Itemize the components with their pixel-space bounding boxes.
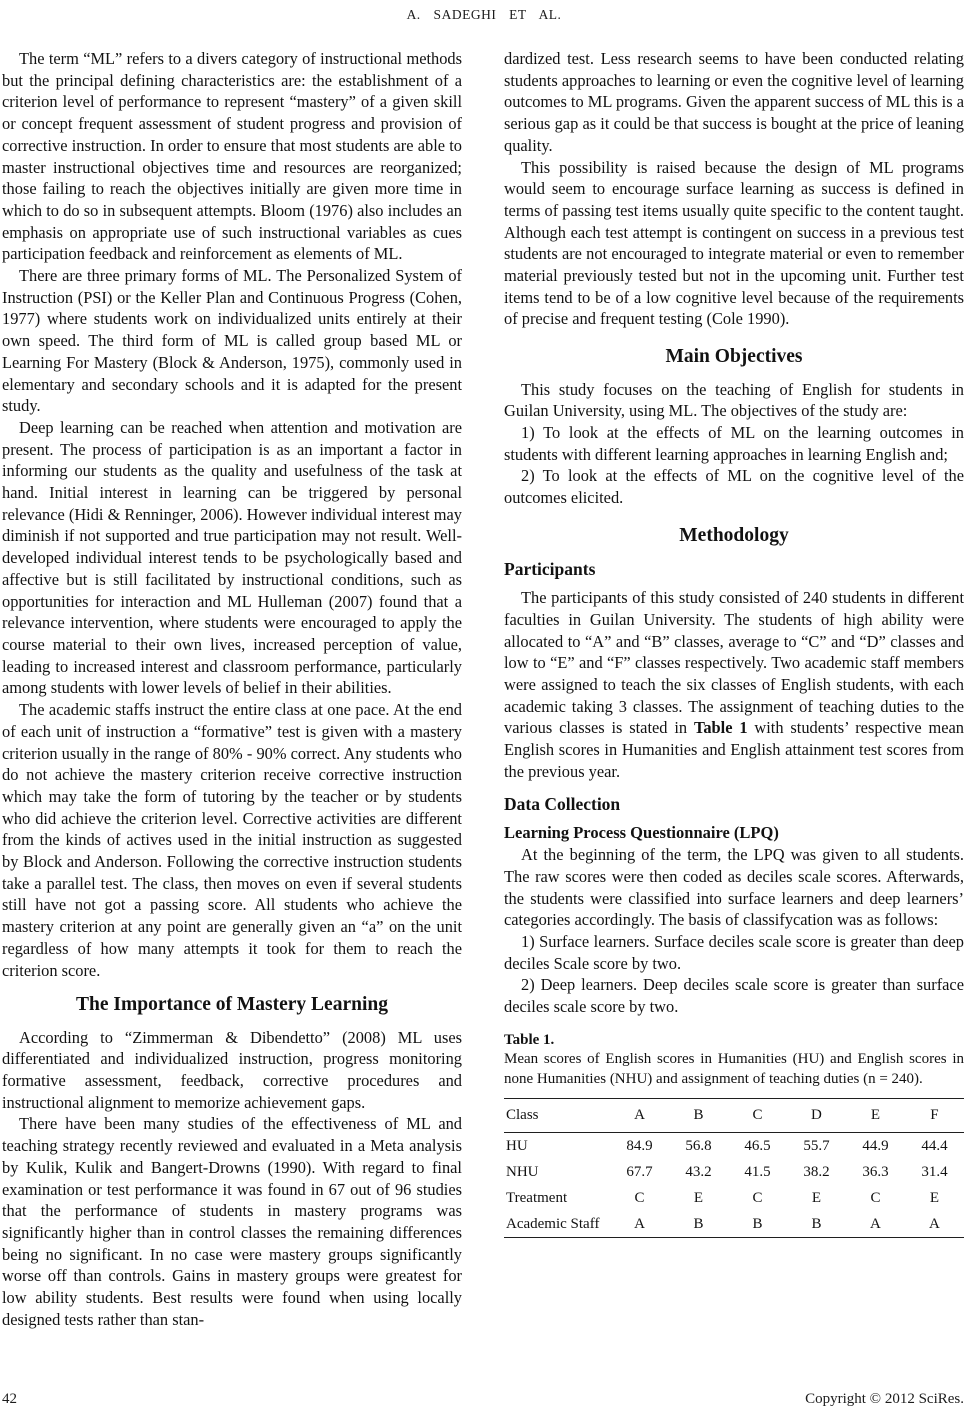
para-right-9: 2) Deep learners. Deep deciles scale score is greater than surface deciles scale score by two. xyxy=(504,975,964,1017)
para-right-3: This study focuses on the teaching of English for students in Guilan University, using ML. The objectives of the study are: xyxy=(504,379,964,421)
cell-value: 84.9 xyxy=(626,1137,653,1154)
para-right-7: At the beginning of the term, the LPQ was given to all students. The raw scores were then coded as deciles scale scores. Afterwards, the students were classified into surface learners and deep learners’ categories accordingly. The basis of classifycation was as follows: xyxy=(504,845,964,930)
row-label-treatment: Treatment xyxy=(506,1189,568,1206)
cell-value: 56.8 xyxy=(685,1137,712,1154)
left-column xyxy=(2,48,462,1330)
para-left-1: The term “ML” refers to a divers category of instructional methods but the principal defining characteristics are: the establishment of a criterion level of performance to represent “mastery” of a given skill or concept frequent assessment of student progress and provision of corrective instruction. In order to ensure that most students are able to master instructional objectives time and resources are reorganized; those failing to reach the objectives initially are given more time in which to do so in subsequent attempts. Bloom (1976) also includes an emphasis on appropriate use of such instructional variables as cues participation feedback and reinforcement as elements of ML. xyxy=(2,49,462,264)
table-1-inline-reference: Table 1 xyxy=(693,718,748,738)
cell-value: C xyxy=(870,1189,881,1206)
para-right-8: 1) Surface learners. Surface deciles scale score is greater than deep deciles Scale score by two. xyxy=(504,931,964,973)
two-column-body xyxy=(0,48,968,1330)
cell-value: 36.3 xyxy=(862,1163,889,1180)
column-header-d: D xyxy=(787,1099,846,1133)
cell-value: 46.5 xyxy=(744,1137,771,1154)
copyright-notice: Copyright © 2012 SciRes. xyxy=(805,1391,964,1407)
subheading-participants: Participants xyxy=(504,559,596,580)
para-left-5: According to “Zimmerman & Dibendetto” (2008) ML uses differentiated and individualized instruction, progress monitoring formative assessment, feedback, corrective procedures and instructional alignment to memorize achievement gaps. xyxy=(2,1027,462,1112)
para-left-4: The academic staffs instruct the entire class at one pace. At the end of each unit of instruction a “formative” test is given with a mastery criterion usually in the range of 80% - 90% correct. Any students who do not achieve the mastery criterion receive corrective instruction which may take the form of tutoring by the teacher or by students who did achieve the criterion level. Corrective activities are different from the kinds of actives used in the initial instruction as suggested by Block and Anderson. Following the corrective instruction students take a parallel test. The class, then moves on even if several students still have not got a passing score. All students who achieve the mastery criterion at any point are generally given an “a” on the unit regardless of how many attempts it took for them to reach the criterion score. xyxy=(2,700,462,980)
cell-value: 31.4 xyxy=(921,1163,948,1180)
table-row xyxy=(504,1211,964,1238)
cell-value: 55.7 xyxy=(803,1137,830,1154)
participants-text-pre: The participants of this study consisted of 240 students in different faculties in Guilan University. The students of high ability were allocated to “A” and “B” classes, average to “C” and “D” classes and low to “E” and “F” classes respectively. Two academic staff members were assigned to teach the six classes of English students, with each academic taking 3 classes. The assignment of teaching duties to the various classes is stated in xyxy=(504,588,964,738)
section-heading-importance-of-mastery-learning: The Importance of Mastery Learning xyxy=(76,994,388,1016)
cell-value: C xyxy=(752,1189,763,1206)
cell-value: 38.2 xyxy=(803,1163,830,1180)
row-label-academic-staff: Academic Staff xyxy=(506,1215,600,1232)
para-left-6: There have been many studies of the effectiveness of ML and teaching strategy recently reviewed and evaluated in a Meta analysis by Kulik, Kulik and Bangert-Drowns (1990). With regard to final examination or test performance it was found in 67 out of 96 studies that the performance of students in mastery programs was significantly higher than in control classes the remaining differences being no significant. In no case were mastery groups significantly worse off than controls. Gains in mastery groups were greatest for low ability students. Best results were found when using locally designed tests rather than stan- xyxy=(2,1114,462,1329)
table-1 xyxy=(504,1098,964,1238)
section-heading-main-objectives: Main Objectives xyxy=(665,346,803,368)
para-right-participants xyxy=(504,587,964,782)
cell-value: 67.7 xyxy=(626,1163,653,1180)
table-row xyxy=(504,1185,964,1211)
para-right-5: 2) To look at the effects of ML on the cognitive level of the outcomes elicited. xyxy=(504,466,964,508)
cell-value: B xyxy=(752,1215,763,1232)
para-right-4: 1) To look at the effects of ML on the learning outcomes in students with different learning approaches in learning English and; xyxy=(504,422,964,464)
subheading-data-collection: Data Collection xyxy=(504,794,621,815)
column-header-f: F xyxy=(905,1099,964,1133)
cell-value: A xyxy=(870,1215,881,1232)
cell-value: A xyxy=(634,1215,645,1232)
cell-value: B xyxy=(693,1215,704,1232)
cell-value: E xyxy=(811,1189,822,1206)
para-left-3: Deep learning can be reached when attention and motivation are present. The process of participation is as an important a factor in informing our students as the quality and usefulness of the task at hand. Initial interest in learning can be triggered by personal relevance (Hidi & Renninger, 2006). However individual interest may diminish if not supported and true participation may not result. Well-developed individual interest tends to be psychologically based and affective but is still facilitated by instructional conditions, such as opportunities for interaction and ML Hulleman (2007) found that a relevance intervention, where students were encouraged to apply the course material to their own lives, increased perception of value, leading to increased interest and classroom performance, particularly among students with lower levels of belief in their abilities. xyxy=(2,417,462,698)
cell-value: B xyxy=(811,1215,822,1232)
column-header-class: Class xyxy=(504,1099,610,1133)
table-row xyxy=(504,1159,964,1185)
page-number: 42 xyxy=(2,1391,17,1407)
para-right-2: This possibility is raised because the design of ML programs would seem to encourage surface learning as success is defined in terms of passing test items usually quite specific to the content taught. Although each test attempt is contingent on success in a previous test students are not encouraged to integrate material or even to remember material previously tested but not in the upcoming unit. Further test items tend to be of a low cognitive level because of the requirements of precise and frequent testing (Cole 1990). xyxy=(504,157,964,329)
cell-value: 43.2 xyxy=(685,1163,712,1180)
section-heading-methodology: Methodology xyxy=(679,524,789,546)
column-header-a: A xyxy=(610,1099,669,1133)
cell-value: E xyxy=(929,1189,940,1206)
cell-value: A xyxy=(929,1215,940,1232)
right-column xyxy=(504,48,964,1330)
table-1-block xyxy=(504,1031,964,1239)
cell-value: C xyxy=(634,1189,645,1206)
para-right-1: dardized test. Less research seems to have been conducted relating students approaches to learning or even the cognitive level of learning outcomes to ML programs. Given the apparent success of ML this is a serious gap as it could be that success is bought at the price of leaning quality. xyxy=(504,49,964,155)
column-header-e: E xyxy=(846,1099,905,1133)
page-footer xyxy=(0,1391,968,1408)
cell-value: E xyxy=(693,1189,704,1206)
subheading-lpq: Learning Process Questionnaire (LPQ) xyxy=(504,823,779,843)
row-label-nhu: NHU xyxy=(506,1163,539,1180)
row-label-hu: HU xyxy=(506,1137,528,1154)
table-1-caption: Mean scores of English scores in Humanities (HU) and English scores in none Humanities (NHU) and assignment of teaching duties (n = 240). xyxy=(504,1051,964,1087)
running-head: A. SADEGHI ET AL. xyxy=(406,7,562,22)
table-row xyxy=(504,1133,964,1160)
column-header-b: B xyxy=(669,1099,728,1133)
column-header-c: C xyxy=(728,1099,787,1133)
participants-text-post: with students’ respective mean English scores in Humanities and English attainment test scores from the previous year. xyxy=(504,718,964,781)
table-1-label: Table 1. xyxy=(504,1031,555,1048)
table-header-row xyxy=(504,1099,964,1133)
cell-value: 44.9 xyxy=(862,1137,889,1154)
cell-value: 44.4 xyxy=(921,1137,948,1154)
cell-value: 41.5 xyxy=(744,1163,771,1180)
para-left-2: There are three primary forms of ML. The Personalized System of Instruction (PSI) or the Keller Plan and Continuous Progress (Cohen, 1977) where students work on individualized units entirely at their own speed. The third form of ML is called group based ML or Learning For Mastery (Block & Anderson, 1975), commonly used in elementary and secondary schools and it is adapted for the present study. xyxy=(2,266,462,416)
